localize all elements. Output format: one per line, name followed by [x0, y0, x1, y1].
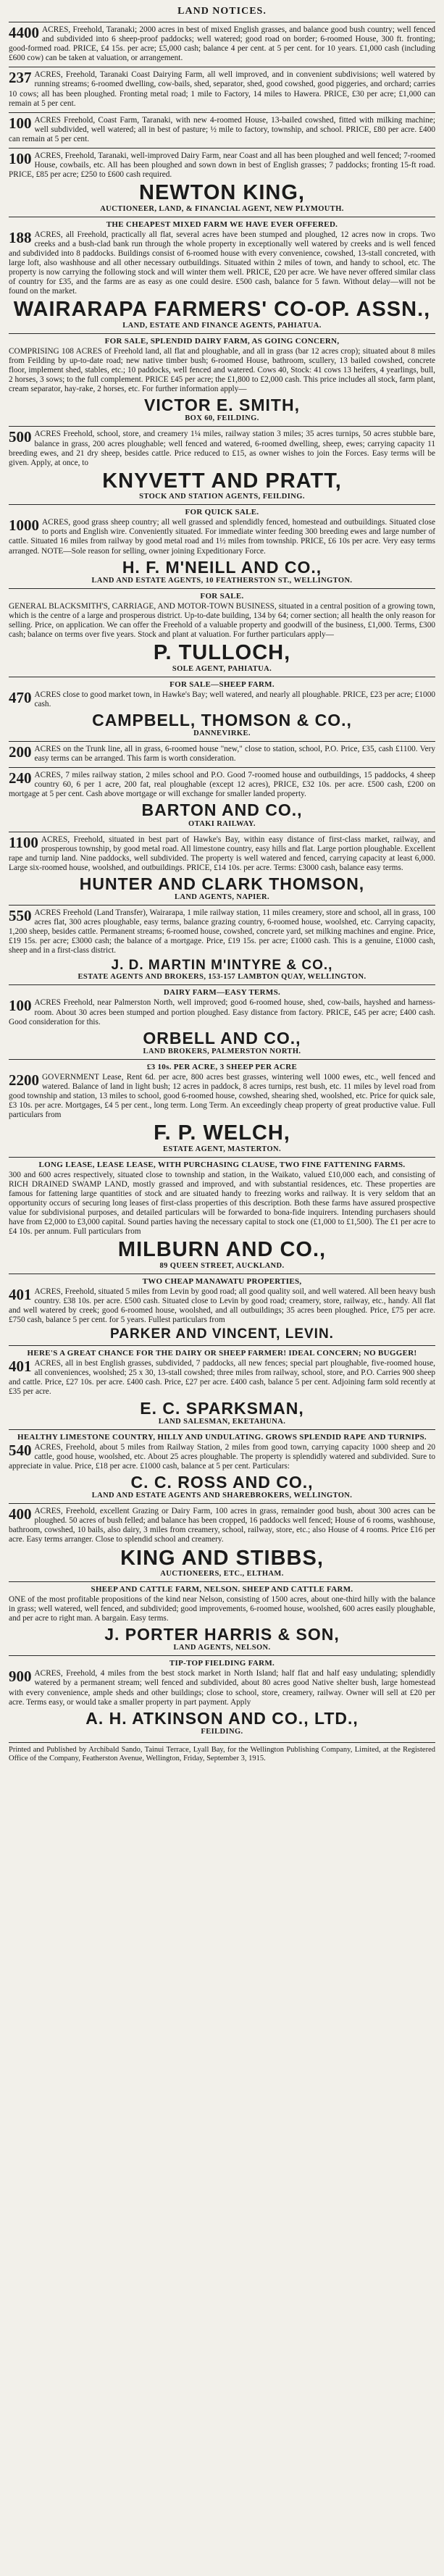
advertiser-address: ESTATE AGENT, MASTERTON.: [162, 1145, 282, 1153]
advertisement: [9, 741, 435, 767]
advertisement: [9, 112, 435, 148]
ad-body-text: ACRES Freehold, school, store, and creamery 1¼ miles, railway station 3 miles; 35 acres turnips, 50 acres stubble bare, balance in grass, 200 acres ploughable; well fenced and watered, 6-roomed dwelling, sheep, ewes; carrying capacity 11 breeding ewes, and 21 dry sheep, besides cattle. Price reduced to £15, as owner wishes to join the Forces. Easy terms will be given. Apply, at once, to: [9, 430, 435, 467]
ad-text: [9, 1443, 435, 1471]
ad-body-text: ACRES, Freehold, 4 miles from the best stock market in North Island; half flat and half easy undulating; splendidly watered by a permanent stream; well fenced and subdivided, about 80 acres good Native shelter bush, large homestead with every convenience, ample sheds and other buildings; close to school, store, creamery, railway. Owner will sell at £20 per acre. Terms easy, or would take a smaller property in part payment. Apply: [9, 1669, 435, 1707]
advertiser-name: KNYVETT AND PRATT,: [102, 469, 342, 493]
ad-body-text: ACRES, Freehold, Taranaki; 2000 acres in best of mixed English grasses, and balance good bush country; well fenced and subdivided into 6 sheep-proof paddocks; well watered; good road on border; 6-roomed House, 300 ft. fronting; good-formed road. PRICE, £4 15s. per acre; £5,000 cash; balance 4 per cent. at 5 per cent. for 10 years. £1,000 cash (including £600 cow) can be taken at valuation, or arrangement.: [9, 25, 435, 63]
ad-lead-figure: 540: [9, 1441, 32, 1459]
advertisement: [9, 832, 435, 906]
ad-heading: FOR SALE.: [200, 591, 244, 601]
ad-text: [9, 151, 435, 180]
advertisement: [9, 1274, 435, 1345]
land-notices-page: [9, 0, 435, 1763]
ad-text: [9, 1595, 435, 1623]
ad-lead-figure: 188: [9, 228, 32, 246]
advertiser-address: LAND AND ESTATE AGENTS, 10 FEATHERSTON ST., WELLINGTON.: [91, 576, 353, 585]
ad-text: [9, 347, 435, 394]
ad-heading: FOR SALE, SPLENDID DAIRY FARM, AS GOING CONCERN,: [104, 336, 340, 346]
advertisement: [9, 1503, 435, 1581]
advertiser-name: J. D. MARTIN M'INTYRE & CO.,: [111, 957, 333, 973]
ad-body-text: ACRES, Freehold, situated 5 miles from Levin by good road; all good quality soil, and well watered. All been heavy bush country. £38 10s. per acre. £500 cash. Situated close to Levin by good road; creamery, store, railway, etc., handy. All flat and well watered by creek; good 6-roomed house, woolshed, and all outbuildings; 35 acres been ploughed. Price, £75 per acre. £750 cash, balance 5 per cent. for 5 years. Fullest particulars from: [9, 1287, 435, 1325]
ad-text: [9, 1359, 435, 1397]
ad-heading: HEALTHY LIMESTONE COUNTRY, HILLY AND UNDULATING. GROWS SPLENDID RAPE AND TURNIPS.: [17, 1432, 427, 1442]
ad-lead-figure: 401: [9, 1358, 32, 1376]
advertiser-name: PARKER AND VINCENT, LEVIN.: [110, 1326, 334, 1342]
ad-body-text: 300 and 600 acres respectively, situated close to township and station, in the Waikato, valued £10,000 each, and consisting of RICH DRAINED SWAMP LAND, mostly grassed and improved, and with substantial residences, etc. These properties are famous for fattening large quantities of stock and are situated handy to freezing works and railway. It is very seldom that an opportunity occurs of securing long leases of first-class properties of this description. Both these farms have assured prospective value for subdivisional purposes, and detailed particulars will be forwarded to bona-fide inquirers. Intending purchasers should have from £2,000 to £3,000 capital. Sound parties having the necessary capital to stock one (£1,000 to £1,500). The £1 per acre to £4 10s. per annum. Full particulars from: [9, 1170, 435, 1237]
ad-text: [9, 1669, 435, 1707]
ad-lead-figure: 401: [9, 1285, 32, 1303]
ad-heading: THE CHEAPEST MIXED FARM WE HAVE EVER OFFERED.: [106, 219, 338, 229]
advertisement: [9, 217, 435, 333]
advertisement: [9, 148, 435, 217]
ad-body-text: ACRES Freehold, near Palmerston North, well improved; good 6-roomed house, shed, cow-bails, hayshed and harness-room. About 30 acres been stumped and portion ploughed. Easy distance from factory. PRICE, £45 per acre; £400 cash. Good consideration for this.: [9, 998, 435, 1026]
advertisement: [9, 1059, 435, 1157]
ad-body-text: ACRES, Freehold, about 5 miles from Railway Station, 2 miles from good town, carrying capacity 1000 sheep and 20 cattle, good house, woolshed, etc. About 25 acres ploughable. The property is splendidly watered and subdivided. Sure to appreciate in value. Price, £18 per acre. £1000 cash, balance at 5 per cent. Particulars:: [9, 1442, 435, 1471]
advertiser-name: CAMPBELL, THOMSON & CO.,: [92, 710, 352, 729]
advertiser-address: LAND, ESTATE AND FINANCE AGENTS, PAHIATUA.: [122, 321, 322, 330]
ad-body-text: ONE of the most profitable propositions of the kind near Nelson, consisting of 1500 acres, about one-third hilly with the balance in grass; well watered, well fenced, and subdivided; good improvements, 6-roomed house, woolshed, 600 acres easily ploughable, and per acre to right man. A bargain. Easy terms.: [9, 1594, 435, 1623]
advertisement: [9, 1157, 435, 1274]
ad-heading: £3 10s. PER ACRE, 3 SHEEP PER ACRE: [146, 1062, 298, 1071]
ad-body-text: ACRES Freehold (Land Transfer), Wairarapa, 1 mile railway station, 11 miles creamery, store and school, all in grass, 100 acres flat, 300 acres ploughable, easy terms, balance grazing country, 6-roomed house, woolshed, etc. Carrying capacity, 1,200 sheep, besides cattle. Permanent streams; 6-roomed house, cowshed, concrete yard, set milking machines and engine. Price, £19 15s. per acre; £3000 cash; the balance of a mortgage. Price, £19 15s. per acre; £1000 cash. This is a genuine, £1000 cash, sheep and in a first-class district.: [9, 908, 435, 955]
advertiser-name: J. PORTER HARRIS & SON,: [104, 1625, 340, 1644]
advertiser-name: ORBELL AND CO.,: [143, 1028, 301, 1047]
ad-lead-figure: 100: [9, 997, 32, 1015]
ad-body-text: ACRES on the Trunk line, all in grass, 6-roomed house "new," close to station, school, P.O. Price, £35, cash £1100. Very easy terms can be arranged. This farm is worth consideration.: [34, 744, 435, 764]
advertisement: [9, 1429, 435, 1503]
advertisement: [9, 504, 435, 588]
ad-body-text: GENERAL BLACKSMITH'S, CARRIAGE, AND MOTOR-TOWN BUSINESS, situated in a central position of a growing town, which is the centre of a large and prosperous district. Up-to-date building, 134 by 64; corner section; all health the only reason for selling. Price, on application. We can offer the Freehold of a valuable property and goodwill of the business, £1,000. Terms, £300 cash; balance on terms over five years. Stock and plant at valuation. For further particulars apply—: [9, 601, 435, 640]
ad-heading: TIP-TOP FIELDING FARM.: [169, 1659, 275, 1668]
advertisement: [9, 1655, 435, 1739]
advertiser-address: BOX 60, FEILDING.: [185, 414, 259, 423]
advertisement: [9, 677, 435, 741]
ad-body-text: GOVERNMENT Lease, Rent 6d. per acre, 800 acres best grasses, wintering well 1000 ewes, etc., well fenced and watered. Balance of land in light bush; 12 acres in paddock, 8 acres turnips, rest bush, etc. 11 miles by level road from good township and station, 13 miles to school, good 6-roomed house, cowshed, shearing shed, woolshed, etc. Price for quick sale, £3 10s. per acre. Mortgages, £4 5 per cent., long term. Long Term. An exceedingly cheap property of great productive value. Full particulars from: [9, 1072, 435, 1120]
ad-heading: SHEEP AND CATTLE FARM, NELSON. SHEEP AND CATTLE FARM.: [91, 1584, 353, 1594]
ad-body-text: ACRES, Freehold, situated in best part of Hawke's Bay, within easy distance of first-class market, railway, and prosperous township, by good metal road. All limestone country, easy hills and flat. Large portion ploughable. Excellent rape and turnip land. Nine paddocks, well subdivided. The property is well watered and fenced, carrying capacity at least 6,000. Large six-roomed house, woolshed, and outbuildings. PRICE, £14 10s. per acre. Terms: £3000 cash, balance easy terms.: [9, 835, 435, 872]
ad-text: [9, 230, 435, 297]
ad-text: [9, 1073, 435, 1120]
ad-text: [9, 745, 435, 764]
ad-heading: FOR QUICK SALE.: [185, 508, 259, 517]
ad-heading: LONG LEASE, LEASE LEASE, WITH PURCHASING CLAUSE, TWO FINE FATTENING FARMS.: [38, 1160, 406, 1169]
ad-text: [9, 835, 435, 873]
advertiser-address: ESTATE AGENTS AND BROKERS, 153-157 LAMBTON QUAY, WELLINGTON.: [78, 973, 366, 982]
advertiser-name: HUNTER AND CLARK THOMSON,: [79, 874, 365, 893]
ad-text: [9, 690, 435, 709]
ad-body-text: ACRES Freehold, Coast Farm, Taranaki, with new 4-roomed House, 13-bailed cowshed, fitted with milking machine; well subdivided, well watered; all in best of pasture; ½ mile to factory, township, and school. PRICE, £80 per acre. £400 can remain at 5 per cent.: [9, 115, 435, 143]
advertiser-name: C. C. ROSS AND CO.,: [130, 1472, 314, 1492]
ad-body-text: COMPRISING 108 ACRES of Freehold land, all flat and ploughable, and all in grass (bar 12 acres crop); situated about 8 miles from Feilding by up-to-date road; new native timber bush; 6-roomed House, bathroom, scullery, 13 bailed cowshed, concrete floor, implement shed, stables, etc.; 10 paddocks, well fenced and watered. Cows 40, Stock: 41 cows 13 heifers, 4 yearlings, bull, 2 horses, 3 sows; to the full complement. PRICE £45 per acre; the £1,800 to £2,000 cash. This price includes all stock, farm plant, cream separator, hay-rake, 2 horses, etc. For further information apply—: [9, 346, 435, 394]
ad-lead-figure: 100: [9, 114, 32, 132]
advertiser-name: VICTOR E. SMITH,: [144, 396, 300, 415]
ad-text: [9, 25, 435, 63]
ad-lead-figure: 200: [9, 743, 32, 761]
advertisement: [9, 984, 435, 1058]
advertiser-address: 89 QUEEN STREET, AUCKLAND.: [159, 1261, 285, 1270]
advertiser-address: DANNEVIRKE.: [193, 729, 251, 737]
ad-lead-figure: 237: [9, 69, 32, 87]
ad-lead-figure: 240: [9, 769, 32, 787]
ad-text: [9, 1287, 435, 1325]
ad-text: [9, 1507, 435, 1544]
advertiser-address: AUCTIONEER, LAND, & FINANCIAL AGENT, NEW PLYMOUTH.: [100, 204, 344, 213]
advertiser-name: P. TULLOCH,: [153, 641, 291, 665]
ad-lead-figure: 470: [9, 688, 32, 706]
advertiser-address: FEILDING.: [201, 1727, 243, 1736]
ad-body-text: ACRES, Freehold, Taranaki, well-improved Dairy Farm, near Coast and all has been ploughed and well fenced; 7-roomed House, cowbails, etc. All has been ploughed and sown down in best of English grasses; 7 paddocks; fronting 15-ft road. PRICE, £85 per acre; £250 to £600 cash required.: [9, 151, 435, 180]
advertisement: [9, 905, 435, 984]
advertiser-name: BARTON AND CO.,: [141, 800, 303, 820]
advertiser-address: OTAKI RAILWAY.: [188, 819, 256, 828]
ad-text: [9, 602, 435, 640]
ads-column: [9, 22, 435, 1739]
ad-text: [9, 70, 435, 108]
ad-heading: TWO CHEAP MANAWATU PROPERTIES,: [142, 1276, 302, 1286]
advertisement: [9, 333, 435, 427]
advertisement: [9, 22, 435, 67]
advertiser-name: E. C. SPARKSMAN,: [140, 1398, 304, 1418]
advertiser-address: AUCTIONEERS, ETC., ELTHAM.: [160, 1569, 284, 1578]
ad-body-text: ACRES, Freehold, excellent Grazing or Dairy Farm, 100 acres in grass, remainder good bush, about 300 acres can be ploughed. 50 acres of bush felled; and balance has been cropped, 16 paddocks well fenced; House of 6 rooms, washhouse, bathroom, cowshed, 10 bails, also dairy, 3 miles from creamery, school, railway, store, etc.; also House of 4 rooms. Price £16 per acre. Easy terms arranger. Close to splendid school and creamery.: [9, 1507, 435, 1544]
ad-lead-figure: 100: [9, 150, 32, 168]
ad-lead-figure: 4400: [9, 24, 39, 41]
ad-text: [9, 518, 435, 556]
advertiser-address: LAND BROKERS, PALMERSTON NORTH.: [143, 1047, 301, 1055]
ad-lead-figure: 1000: [9, 517, 39, 535]
ad-lead-figure: 1100: [9, 833, 38, 851]
ad-text: [9, 908, 435, 955]
ad-heading: FOR SALE—SHEEP FARM.: [169, 679, 275, 689]
advertisement: [9, 1581, 435, 1655]
ad-body-text: ACRES, good grass sheep country; all well grassed and splendidly fenced, homestead and outbuildings. Situated close to ports and English wire. Conveniently situated. For immediate winter feeding 300 breeding ewes and large number of cattle. Situated 16 miles from railway by good metal road and 1½ miles from township. PRICE, £6 10s per acre. Very easy terms arranged. NOTE—Sole reason for selling, owner joining Expeditionary Force.: [9, 518, 435, 556]
advertiser-address: LAND AGENTS, NELSON.: [173, 1644, 271, 1652]
ad-lead-figure: 550: [9, 907, 32, 925]
advertisement: [9, 588, 435, 677]
advertiser-address: LAND AND ESTATE AGENTS AND SHAREBROKERS, WELLINGTON.: [91, 1492, 353, 1500]
advertiser-address: STOCK AND STATION AGENTS, FEILDING.: [139, 493, 305, 501]
advertiser-address: LAND SALESMAN, EKETAHUNA.: [158, 1417, 286, 1426]
ad-text: [9, 116, 435, 144]
advertiser-name: F. P. WELCH,: [154, 1121, 290, 1145]
ad-lead-figure: 2200: [9, 1071, 39, 1089]
ad-body-text: ACRES, Freehold, Taranaki Coast Dairying Farm, all well improved, and in convenient subdivisions; well watered by running streams; 6-roomed dwelling, cow-bails, shed, separator, shed, good cowshed, good piggeries, and orchard; carries 10 cows; all has been ploughed. Fronting metal road; 1 mile to Factory, 14 miles to Hawera. PRICE, £30 per acre; £1,000 can remain at 5 per cent.: [9, 70, 435, 108]
ad-body-text: ACRES, all Freehold, practically all flat, several acres have been stumped and ploughed, 12 acres now in crops. Two creeks and a bush-clad bank run through the whole property in exceptionally well watered by creeks and is well fenced and subdivided into 8 paddocks. Buildings consist of 6-roomed house with every convenience, cowshed, 13-stall concreted, with large loft, also washhouse and all other necessary outbuildings. Situated within 2 miles of town, and handy to school, etc. The property is now carrying the following stock and will winter them well. PRICE, £20 per acre. We have never offered similar class of country for £35, and the farms are as easy as one could desire. £500 cash, balance for 5 fawn. Without delay—will not be found on the market.: [9, 230, 435, 296]
advertiser-name: H. F. M'NEILL AND CO.,: [122, 557, 322, 577]
ad-lead-figure: 900: [9, 1668, 32, 1686]
ad-text: [9, 430, 435, 467]
ad-body-text: ACRES, all in best English grasses, subdivided, 7 paddocks, all new fences; special part ploughable, five-roomed house, all conveniences, woolshed; 25 x 30, 13-stall cowshed; three miles from railway, school, store, and P.O. Carries 900 sheep and cattle. Price, £27 10s. per acre. £400 cash. Price, £27 per acre. £400 cash, balance 5 per cent. Adjoining farm sold recently at £35 per acre.: [9, 1359, 435, 1397]
ad-body-text: ACRES close to good market town, in Hawke's Bay; well watered, and nearly all ploughable. PRICE, £23 per acre; £1000 cash.: [34, 690, 435, 708]
advertisement: [9, 426, 435, 504]
advertiser-name: MILBURN AND CO.,: [117, 1238, 327, 1262]
ad-text: [9, 771, 435, 799]
imprint-footer: Printed and Published by Archibald Sando, Tainui Terrace, Lyall Bay, for the Wellington Publishing Company, Limited, at the Registered Office of the Company, Featherston Avenue, Wellington, Friday, September 3, 1915.: [9, 1742, 435, 1763]
advertiser-name: NEWTON KING,: [139, 181, 305, 205]
page-heading: LAND NOTICES.: [177, 6, 267, 17]
advertiser-name: A. H. ATKINSON AND CO., LTD.,: [85, 1708, 359, 1728]
ad-lead-figure: 400: [9, 1505, 32, 1523]
advertisement: [9, 1345, 435, 1429]
ad-heading: HERE'S A GREAT CHANCE FOR THE DAIRY OR SHEEP FARMER! IDEAL CONCERN; NO BUGGER!: [27, 1349, 417, 1358]
advertiser-address: SOLE AGENT, PAHIATUA.: [172, 664, 272, 673]
ad-text: [9, 998, 435, 1026]
ad-body-text: ACRES, 7 miles railway station, 2 miles school and P.O. Good 7-roomed house and outbuildings, 15 paddocks, 4 sheep country 60, 6 per 1 acre, 200 fat, real ploughable (except 12 acres), PRICE, £32 10s. per acre. £500 cash, £200 on mortgage at 5 per cent. Cash above mortgage or will exchange for smaller landed property.: [9, 771, 435, 799]
ad-text: [9, 1171, 435, 1237]
advertiser-address: LAND AGENTS, NAPIER.: [174, 893, 270, 902]
ad-lead-figure: 500: [9, 428, 32, 446]
advertiser-name: KING AND STIBBS,: [120, 1546, 324, 1570]
advertisement: [9, 67, 435, 112]
advertiser-name: WAIRARAPA FARMERS' CO-OP. ASSN.,: [13, 298, 431, 322]
ad-heading: DAIRY FARM—EASY TERMS.: [163, 988, 281, 998]
advertisement: [9, 767, 435, 831]
